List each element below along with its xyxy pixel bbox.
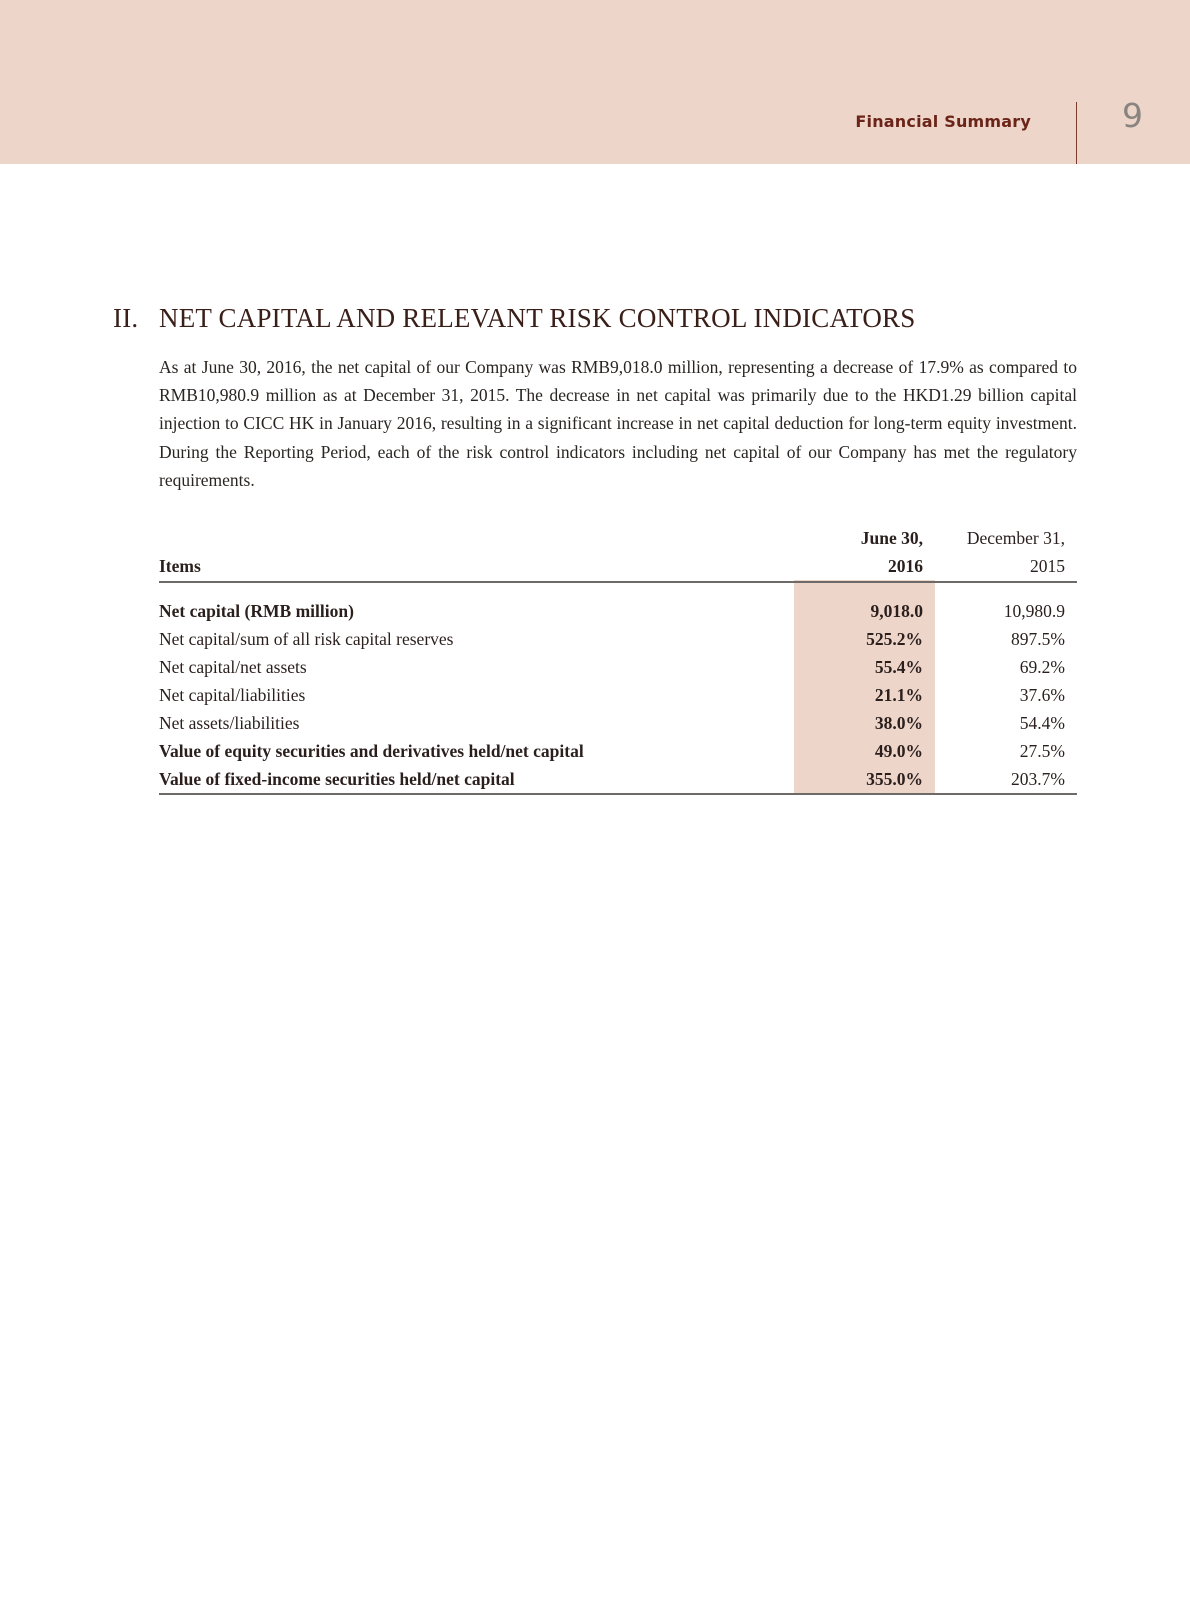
row-item-label: Net capital (RMB million)	[159, 600, 354, 621]
header-band	[0, 0, 1190, 164]
col-header-items: Items	[159, 549, 794, 582]
row-value-june-2016: 9,018.0	[870, 600, 923, 621]
row-value-june-2016: 55.4%	[874, 656, 923, 677]
page-number: 9	[1122, 96, 1143, 135]
row-value-june-2016: 38.0%	[874, 712, 923, 733]
row-value-december-2015: 54.4%	[1019, 712, 1065, 733]
row-value-december-2015: 10,980.9	[1003, 600, 1065, 621]
table-row	[159, 597, 1077, 625]
col-header-december-line2: 2015	[935, 549, 1077, 582]
row-item-label: Value of fixed-income securities held/net capital	[159, 765, 794, 794]
table-row	[159, 709, 1077, 737]
table-row	[159, 625, 1077, 653]
table-row	[159, 765, 1077, 794]
col-header-june-line2: 2016	[794, 549, 935, 582]
row-value-december-2015: 203.7%	[935, 765, 1077, 794]
col-header-december-line1: December 31,	[966, 528, 1065, 548]
row-value-december-2015: 69.2%	[1019, 656, 1065, 677]
row-value-june-2016: 21.1%	[874, 684, 923, 705]
row-value-june-2016: 49.0%	[874, 740, 923, 761]
row-item-label: Net capital/liabilities	[159, 684, 306, 705]
section-heading	[113, 303, 915, 334]
risk-indicators-table	[159, 521, 1077, 795]
row-value-december-2015: 37.6%	[1019, 684, 1065, 705]
row-item-label: Value of equity securities and derivatives held/net capital	[159, 740, 584, 761]
table-row	[159, 681, 1077, 709]
running-header-title: Financial Summary	[855, 112, 1031, 131]
row-item-label: Net capital/net assets	[159, 656, 307, 677]
table-row	[159, 653, 1077, 681]
intro-paragraph: As at June 30, 2016, the net capital of our Company was RMB9,018.0 million, representing a decrease of 17.9% as compared to RMB10,980.9 million as at December 31, 2015. The decrease in net capital was primarily due to the HKD1.29 billion capital injection to CICC HK in January 2016, resulting in a significant increase in net capital deduction for long-term equity investment. During the Reporting Period, each of the risk control indicators including net capital of our Company has met the regulatory requirements.	[159, 357, 1077, 490]
table-row	[159, 737, 1077, 765]
row-value-december-2015: 897.5%	[1011, 628, 1065, 649]
section-heading-text: NET CAPITAL AND RELEVANT RISK CONTROL INDICATORS	[159, 303, 916, 333]
row-item-label: Net capital/sum of all risk capital reserves	[159, 628, 454, 649]
header-divider	[1076, 102, 1077, 164]
row-value-june-2016: 355.0%	[794, 765, 935, 794]
row-item-label: Net assets/liabilities	[159, 712, 300, 733]
row-value-june-2016: 525.2%	[866, 628, 923, 649]
col-header-june-line1: June 30,	[860, 528, 923, 548]
row-value-december-2015: 27.5%	[1019, 740, 1065, 761]
section-number: II.	[113, 303, 139, 333]
